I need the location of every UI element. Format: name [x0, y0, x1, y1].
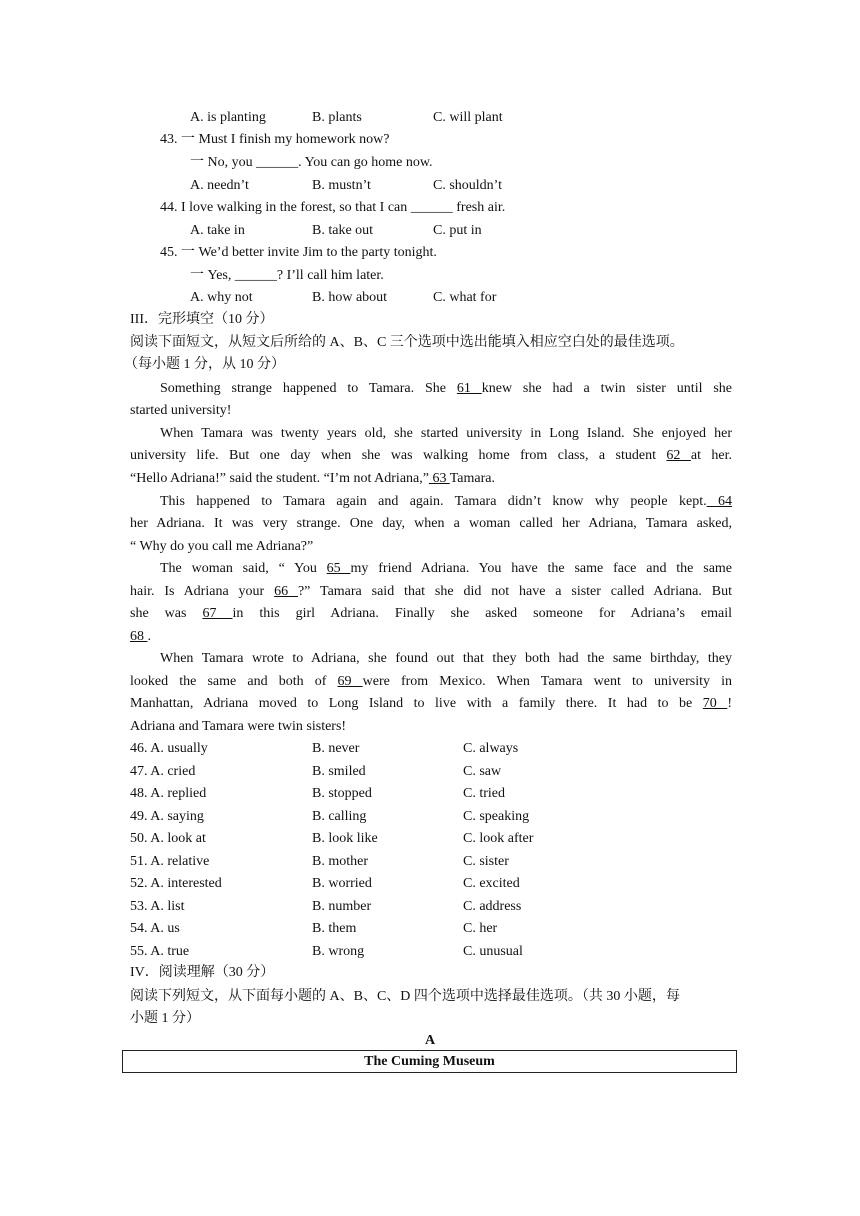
- cloze-option-55-b: B. wrong: [312, 944, 365, 959]
- cloze-option-54-b: B. them: [312, 921, 357, 936]
- passage-line: “Hello Adriana!” said the student. “I’m not Adriana,” 63 Tamara.: [130, 471, 495, 486]
- q45-response: 一 Yes, ______? I’ll call him later.: [190, 268, 384, 283]
- section-4-heading: IV．阅读理解（30 分）: [130, 965, 275, 980]
- blank-68: 68: [130, 629, 148, 644]
- q42-option-a: A. is planting: [190, 110, 266, 125]
- cloze-option-48-b: B. stopped: [312, 786, 372, 801]
- cloze-option-51-b: B. mother: [312, 854, 368, 869]
- q43-response: 一 No, you ______. You can go home now.: [190, 155, 433, 170]
- cloze-option-53-b: B. number: [312, 899, 372, 914]
- q43-option-c: C. shouldn’t: [433, 178, 502, 193]
- q44-option-a: A. take in: [190, 223, 245, 238]
- cloze-option-50-a: 50. A. look at: [130, 831, 206, 846]
- passage-line: Adriana and Tamara were twin sisters!: [130, 719, 347, 734]
- cloze-option-52-a: 52. A. interested: [130, 876, 222, 891]
- cloze-option-50-b: B. look like: [312, 831, 378, 846]
- passage-line: started university!: [130, 403, 232, 418]
- blank-70: 70: [702, 696, 728, 711]
- cloze-option-52-c: C. excited: [463, 876, 520, 891]
- q42-option-b: B. plants: [312, 110, 362, 125]
- q45-option-c: C. what for: [433, 290, 497, 305]
- q45-option-b: B. how about: [312, 290, 388, 305]
- q45-question: 45. 一 We’d better invite Jim to the party tonight.: [160, 245, 437, 260]
- q45-option-a: A. why not: [190, 290, 253, 305]
- q43-option-a: A. needn’t: [190, 178, 249, 193]
- passage-line: “ Why do you call me Adriana?”: [130, 539, 314, 554]
- cloze-option-49-a: 49. A. saying: [130, 809, 204, 824]
- museum-title: The Cuming Museum: [364, 1054, 495, 1069]
- passage-line: When Tamara wrote to Adriana, she found out that they both had the same birthday, they: [160, 651, 732, 666]
- q43-option-b: B. mustn’t: [312, 178, 371, 193]
- blank-69: 69: [337, 674, 363, 689]
- cloze-option-55-a: 55. A. true: [130, 944, 190, 959]
- passage-line: When Tamara was twenty years old, she started university in Long Island. She enjoyed her: [160, 426, 732, 441]
- cloze-option-51-c: C. sister: [463, 854, 509, 869]
- cloze-option-50-c: C. look after: [463, 831, 534, 846]
- cloze-option-54-a: 54. A. us: [130, 921, 180, 936]
- section-3-instruction-cont: （每小题 1 分，从 10 分）: [124, 357, 285, 372]
- cloze-option-55-c: C. unusual: [463, 944, 523, 959]
- q43-question: 43. 一 Must I finish my homework now?: [160, 132, 390, 147]
- section-4-instruction-cont: 小题 1 分）: [130, 1011, 200, 1026]
- cloze-option-46-c: C. always: [463, 741, 519, 756]
- blank-64: 64: [706, 494, 732, 509]
- blank-63: 63: [428, 471, 450, 486]
- cloze-option-48-c: C. tried: [463, 786, 505, 801]
- blank-67: 67: [202, 606, 233, 621]
- blank-65: 65: [326, 561, 351, 576]
- cloze-option-48-a: 48. A. replied: [130, 786, 207, 801]
- cloze-option-46-b: B. never: [312, 741, 360, 756]
- section-4-instruction: 阅读下列短文，从下面每小题的 A、B、C、D 四个选项中选择最佳选项。（共 30 小题，每: [130, 989, 680, 1004]
- q42-option-c: C. will plant: [433, 110, 503, 125]
- q44-option-b: B. take out: [312, 223, 374, 238]
- blank-66: 66: [274, 584, 298, 599]
- passage-line: university life. But one day when she was walking home from class, a student 62 at her.: [130, 448, 732, 463]
- part-a-label: A: [424, 1033, 436, 1048]
- cloze-option-51-a: 51. A. relative: [130, 854, 210, 869]
- museum-title-box: [122, 1050, 737, 1073]
- blank-62: 62: [666, 448, 691, 463]
- passage-line: she was 67 in this girl Adriana. Finally she asked someone for Adriana’s email: [130, 606, 733, 621]
- cloze-option-49-c: C. speaking: [463, 809, 530, 824]
- passage-line: 68 .: [130, 629, 151, 644]
- cloze-option-52-b: B. worried: [312, 876, 372, 891]
- passage-line: The woman said, “ You 65 my friend Adriana. You have the same face and the same: [160, 561, 733, 576]
- cloze-option-53-c: C. address: [463, 899, 522, 914]
- cloze-option-47-b: B. smiled: [312, 764, 366, 779]
- passage-line: hair. Is Adriana your 66 ?” Tamara said that she did not have a sister called Adriana. But: [130, 584, 732, 599]
- passage-line: Manhattan, Adriana moved to Long Island to live with a family there. It had to be 70 !: [130, 696, 732, 711]
- q44-question: 44. I love walking in the forest, so that I can ______ fresh air.: [160, 200, 506, 215]
- passage-line: her Adriana. It was very strange. One day, when a woman called her Adriana, Tamara asked,: [130, 516, 732, 531]
- section-3-heading: III．完形填空（10 分）: [130, 312, 274, 327]
- section-3-instruction: 阅读下面短文，从短文后所给的 A、B、C 三个选项中选出能填入相应空白处的最佳选项。: [130, 335, 684, 350]
- cloze-option-54-c: C. her: [463, 921, 498, 936]
- passage-line: Something strange happened to Tamara. She 61 knew she had a twin sister until she: [160, 381, 732, 396]
- q44-option-c: C. put in: [433, 223, 482, 238]
- cloze-option-46-a: 46. A. usually: [130, 741, 208, 756]
- cloze-option-47-c: C. saw: [463, 764, 502, 779]
- cloze-option-53-a: 53. A. list: [130, 899, 185, 914]
- passage-line: looked the same and both of 69 were from Mexico. When Tamara went to university in: [130, 674, 733, 689]
- cloze-option-47-a: 47. A. cried: [130, 764, 196, 779]
- passage-line: This happened to Tamara again and again. Tamara didn’t know why people kept. 64: [160, 494, 732, 509]
- cloze-option-49-b: B. calling: [312, 809, 367, 824]
- blank-61: 61: [456, 381, 482, 396]
